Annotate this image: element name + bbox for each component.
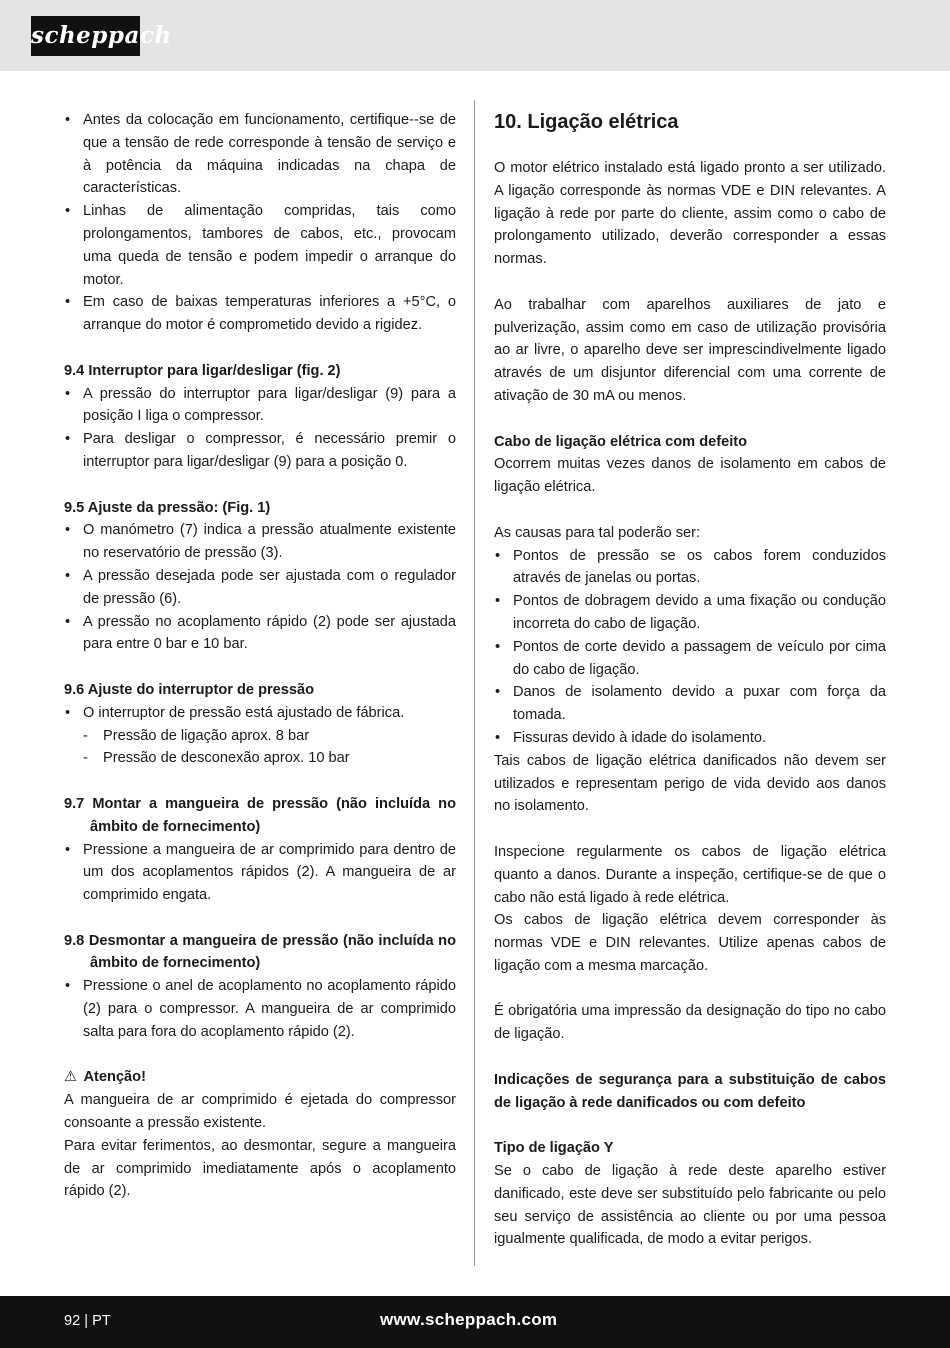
connection-type-heading: Tipo de ligação Y <box>494 1140 614 1157</box>
list-item: • Pontos de pressão se os cabos forem conduzidos através de janelas ou portas. <box>494 545 886 591</box>
list-item: - Pressão de ligação aprox. 8 bar <box>83 725 456 748</box>
list-item: • Antes da colocação em funcionamento, certifique--se de que a tensão de rede corresponde à tensão de serviço e à potência da máquina indicadas na chapa de características. <box>64 109 456 200</box>
paragraph: Os cabos de ligação elétrica devem corresponder às normas VDE e DIN relevantes. Utilize apenas cabos de ligação com a mesma marcação. <box>494 912 886 974</box>
list-item: • O interruptor de pressão está ajustado de fábrica. <box>64 702 456 725</box>
paragraph: Tais cabos de ligação elétrica danificados não devem ser utilizados e representam perigo de vida devido aos danos no isolamento. <box>494 752 886 815</box>
list-item: • Danos de isolamento devido a puxar com força da tomada. <box>494 681 886 727</box>
list-item: • Para desligar o compressor, é necessário premir o interruptor para ligar/desligar (9) para a posição 0. <box>64 428 456 474</box>
section-9-5-list <box>64 519 456 656</box>
list-item: • Pontos de corte devido a passagem de veículo por cima do cabo de ligação. <box>494 636 886 682</box>
section-9-4-list <box>64 383 456 474</box>
section-heading-9-7: 9.7 Montar a mangueira de pressão (não incluída no âmbito de fornecimento) <box>64 795 456 835</box>
list-item: • A pressão no acoplamento rápido (2) pode ser ajustada para entre 0 bar e 10 bar. <box>64 611 456 657</box>
list-item: • A pressão do interruptor para ligar/desligar (9) para a posição I liga o compressor. <box>64 383 456 429</box>
paragraph: Inspecione regularmente os cabos de ligação elétrica quanto a danos. Durante a inspeção, certifique-se de que o cabo não está ligado à rede elétrica. <box>494 843 886 906</box>
section-heading-9-4: 9.4 Interruptor para ligar/desligar (fig. 2) <box>64 362 341 379</box>
attention-title: Atenção! <box>83 1069 146 1086</box>
section-heading-9-6: 9.6 Ajuste do interruptor de pressão <box>64 681 315 698</box>
attention-text-1: A mangueira de ar comprimido é ejetada do compressor consoante a pressão existente. <box>64 1092 456 1132</box>
causes-list <box>494 545 886 750</box>
attention-heading <box>64 1066 456 1089</box>
section-heading-9-8: 9.8 Desmontar a mangueira de pressão (não incluída no âmbito de fornecimento) <box>64 932 456 972</box>
section-heading-9-5: 9.5 Ajuste da pressão: (Fig. 1) <box>64 499 271 516</box>
paragraph: Ao trabalhar com aparelhos auxiliares de jato e pulverização, assim como em caso de utilização provisória ao ar livre, o aparelho deve ser imprescindivelmente ligado através de um disjuntor diferencial com uma corrente de ativação de 30 mA ou menos. <box>494 296 886 404</box>
page-number: 92 | PT <box>64 1313 111 1329</box>
paragraph: É obrigatória uma impressão da designação do tipo no cabo de ligação. <box>494 1003 886 1043</box>
attention-text-2: Para evitar ferimentos, ao desmontar, segure a mangueira de ar comprimido imediatamente após o acoplamento rápido (2). <box>64 1137 456 1200</box>
safety-heading: Indicações de segurança para a substituição de cabos de ligação à rede danificados ou com defeito <box>494 1071 886 1111</box>
section-heading-10: 10. Ligação elétrica <box>494 111 679 133</box>
list-item: • A pressão desejada pode ser ajustada com o regulador de pressão (6). <box>64 565 456 611</box>
section-9-7-list <box>64 839 456 907</box>
right-column <box>494 109 886 1251</box>
pressure-settings-list <box>64 725 456 771</box>
paragraph: Se o cabo de ligação à rede deste aparelho estiver danificado, este deve ser substituído pelo fabricante ou pelo seu serviço de assistência ao cliente ou por uma pessoa igualmente qualificada, de modo a evitar perigos. <box>494 1163 886 1248</box>
list-item: • Pressione a mangueira de ar comprimido para dentro de um dos acoplamentos rápidos (2). A mangueira de ar comprimido engata. <box>64 839 456 907</box>
column-divider <box>474 100 475 1266</box>
list-item: - Pressão de desconexão aprox. 10 bar <box>83 747 456 770</box>
causes-intro: As causas para tal poderão ser: <box>494 524 701 541</box>
list-item: • Pressione o anel de acoplamento no acoplamento rápido (2) para o compressor. A mangueira de ar comprimido salta para fora do acoplamento rápido (2). <box>64 975 456 1043</box>
list-item: • Pontos de dobragem devido a uma fixação ou condução incorreta do cabo de ligação. <box>494 590 886 636</box>
list-item: • Linhas de alimentação compridas, tais como prolongamentos, tambores de cabos, etc., provocam uma queda de tensão e podem impedir o arranque do motor. <box>64 200 456 291</box>
paragraph: Ocorrem muitas vezes danos de isolamento em cabos de ligação elétrica. <box>494 456 886 496</box>
left-column <box>64 109 456 1203</box>
list-item: • Em caso de baixas temperaturas inferiores a +5°C, o arranque do motor é comprometido devido a rigidez. <box>64 291 456 337</box>
page-header <box>0 0 950 71</box>
page-footer <box>0 1296 950 1348</box>
website-link[interactable]: www.scheppach.com <box>380 1310 558 1329</box>
warning-triangle-icon: ⚠ <box>64 1069 78 1086</box>
section-9-8-list <box>64 975 456 1043</box>
intro-bullet-list <box>64 109 456 337</box>
defect-cable-heading: Cabo de ligação elétrica com defeito <box>494 433 748 450</box>
paragraph: O motor elétrico instalado está ligado pronto a ser utilizado. A ligação corresponde às normas VDE e DIN relevantes. A ligação à rede por parte do cliente, assim como o cabo de prolongamento utilizado, deverão corresponder a essas normas. <box>494 160 886 268</box>
list-item: • O manómetro (7) indica a pressão atualmente existente no reservatório de pressão (3). <box>64 519 456 565</box>
list-item: • Fissuras devido à idade do isolamento. <box>494 727 886 750</box>
scheppach-logo: scheppach <box>31 16 140 56</box>
section-9-6-list <box>64 702 456 725</box>
